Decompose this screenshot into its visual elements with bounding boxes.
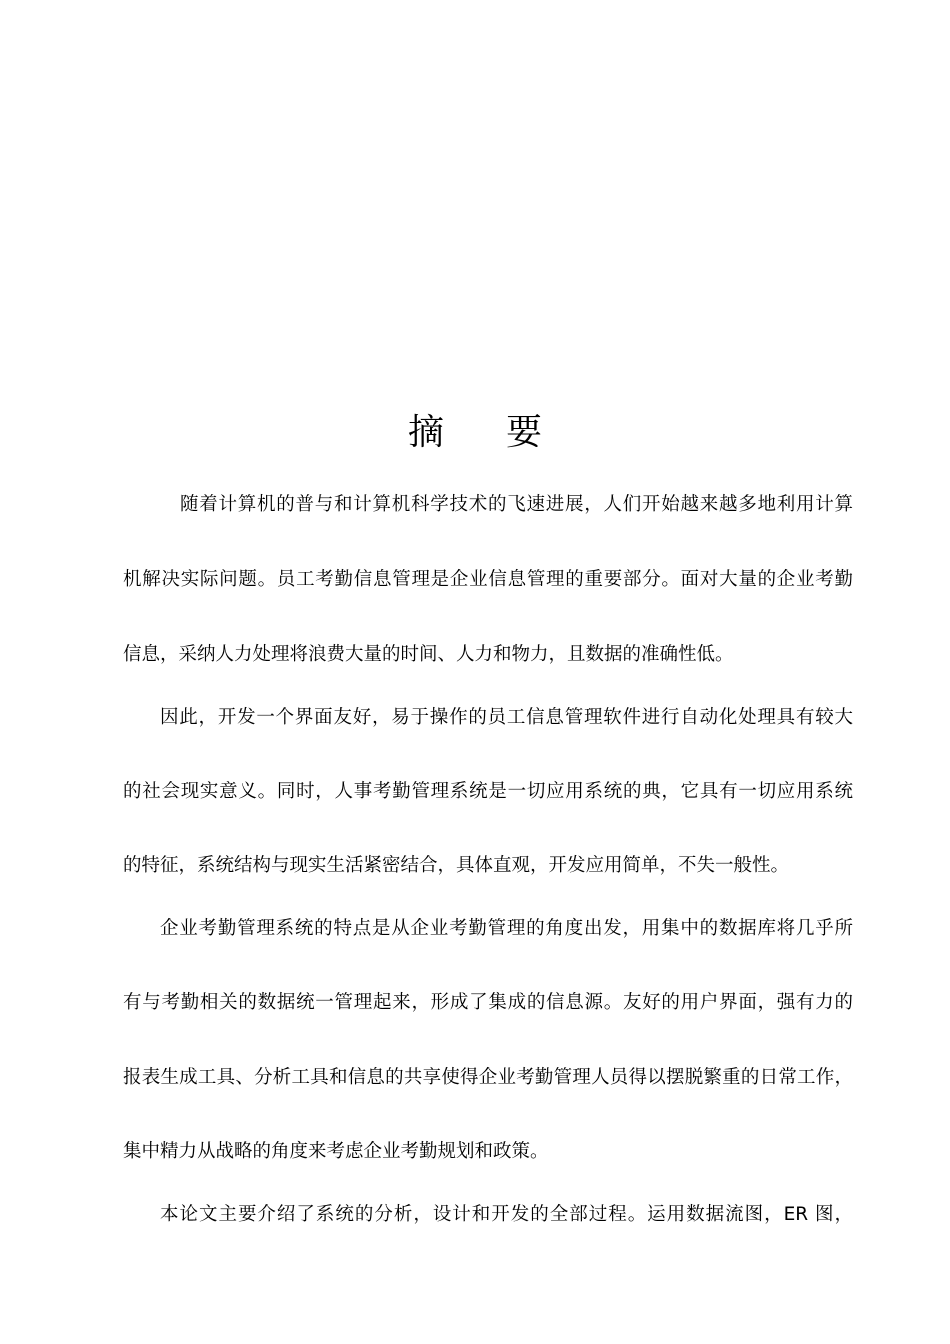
paragraph-line: 信息，采纳人力处理将浪费大量的时间、人力和物力，且数据的准确性低。 — [123, 644, 734, 665]
paragraph-line: 本论文主要介绍了系统的分析，设计和开发的全部过程。运用数据流图，ER 图， — [160, 1204, 853, 1225]
paragraph-line: 的特征，系统结构与现实生活紧密结合，具体直观，开发应用简单，不失一般性。 — [123, 855, 790, 876]
paragraph-line: 的社会现实意义。同时，人事考勤管理系统是一切应用系统的典，它具有一切应用系统 — [123, 781, 853, 802]
abstract-title-char-1: 摘 — [407, 412, 444, 453]
abstract-title — [0, 408, 950, 458]
paragraph-line: 有与考勤相关的数据统一管理起来，形成了集成的信息源。友好的用户界面，强有力的 — [123, 992, 853, 1013]
paragraph-line: 企业考勤管理系统的特点是从企业考勤管理的角度出发，用集中的数据库将几乎所 — [160, 918, 853, 939]
paragraph-line: 报表生成工具、分析工具和信息的共享使得企业考勤管理人员得以摆脱繁重的日常工作， — [123, 1067, 853, 1088]
paragraph-line: 机解决实际问题。员工考勤信息管理是企业信息管理的重要部分。面对大量的企业考勤 — [123, 569, 853, 590]
paragraph-line: 因此，开发一个界面友好，易于操作的员工信息管理软件进行自动化处理具有较大 — [160, 707, 853, 728]
paragraph-line: 集中精力从战略的角度来考虑企业考勤规划和政策。 — [123, 1141, 549, 1162]
paragraph-line: 随着计算机的普与和计算机科学技术的飞速进展，人们开始越来越多地利用计算 — [180, 494, 853, 515]
abstract-title-char-2: 要 — [506, 412, 543, 453]
